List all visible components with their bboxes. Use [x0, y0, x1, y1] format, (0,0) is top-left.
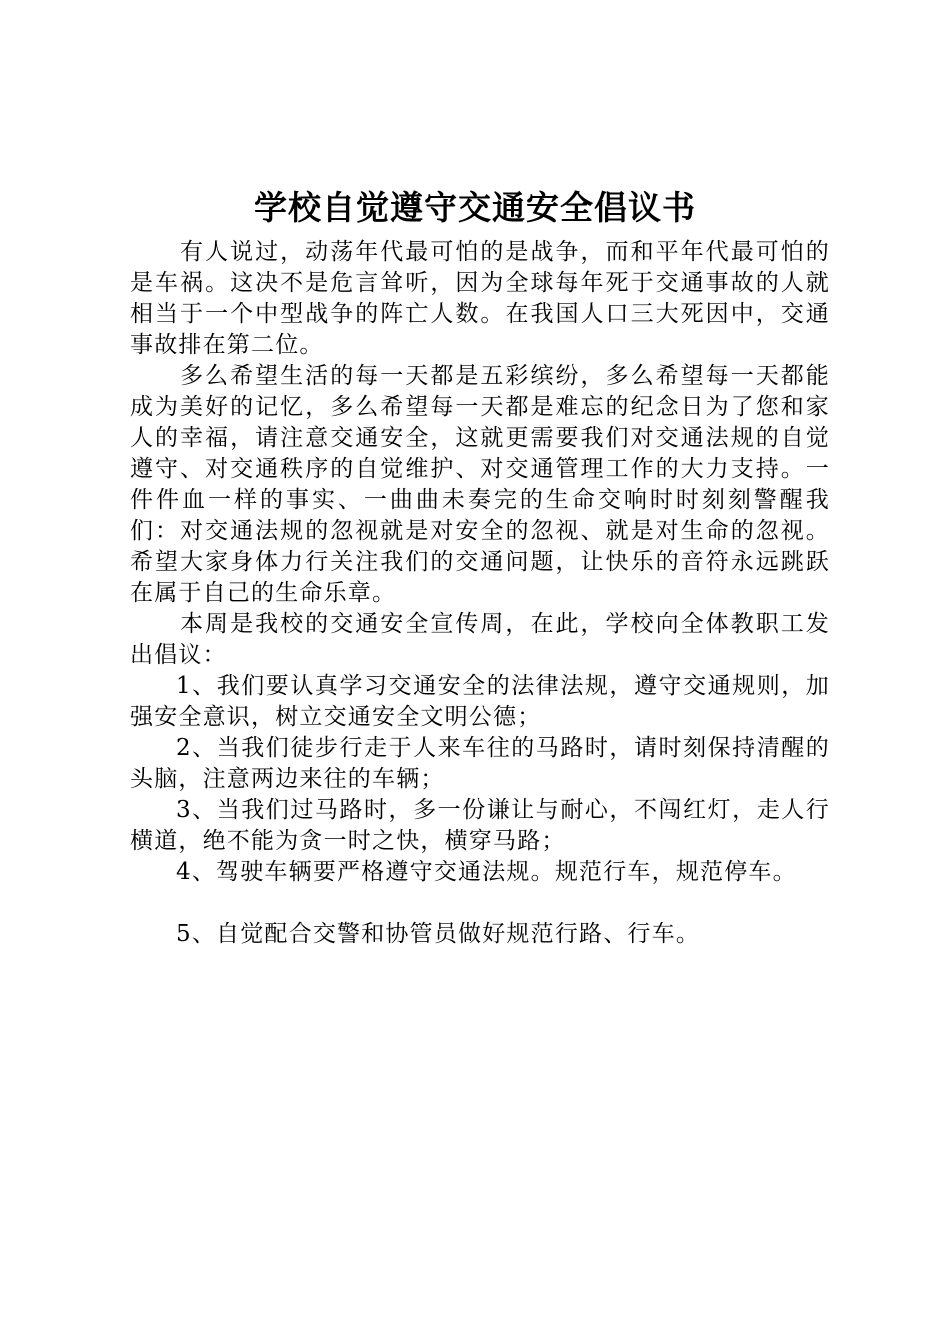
document-body: [130, 237, 830, 950]
list-item: 2、当我们徒步行走于人来车往的马路时，请时刻保持清醒的头脑，注意两边来往的车辆；: [130, 735, 830, 792]
list-item: 4、驾驶车辆要严格遵守交通法规。规范行车，规范停车。: [176, 859, 797, 885]
paragraph-hope: 多么希望生活的每一天都是五彩缤纷，多么希望每一天都能成为美好的记忆，多么希望每一天都是难忘的纪念日为了您和家人的幸福，请注意交通安全，这就更需要我们对交通法规的自觉遵守、对交通秩序的自觉维护、对交通管理工作的大力支持。一件件血一样的事实、一曲曲未奏完的生命交响时时刻刻警醒我们：对交通法规的忽视就是对安全的忽视、就是对生命的忽视。希望大家身体力行关注我们的交通问题，让快乐的音符永远跳跃在属于自己的生命乐章。: [130, 363, 830, 606]
list-item: 3、当我们过马路时，多一份谦让与耐心，不闯红灯，走人行横道，绝不能为贪一时之快，横穿马路；: [130, 797, 830, 854]
list-item: 1、我们要认真学习交通安全的法律法规，遵守交通规则，加强安全意识，树立交通安全文明公德；: [130, 673, 830, 730]
list-item: 5、自觉配合交警和协管员做好规范行路、行车。: [176, 921, 701, 947]
paragraph-intro: 有人说过，动荡年代最可怕的是战争，而和平年代最可怕的是车祸。这决不是危言耸听，因为全球每年死于交通事故的人就相当于一个中型战争的阵亡人数。在我国人口三大死因中，交通事故排在第二位。: [130, 239, 830, 358]
paragraph-initiative: 本周是我校的交通安全宣传周，在此，学校向全体教职工发出倡议：: [130, 611, 830, 668]
document-title: 学校自觉遵守交通安全倡议书: [254, 188, 696, 227]
blank-line: [130, 888, 830, 919]
